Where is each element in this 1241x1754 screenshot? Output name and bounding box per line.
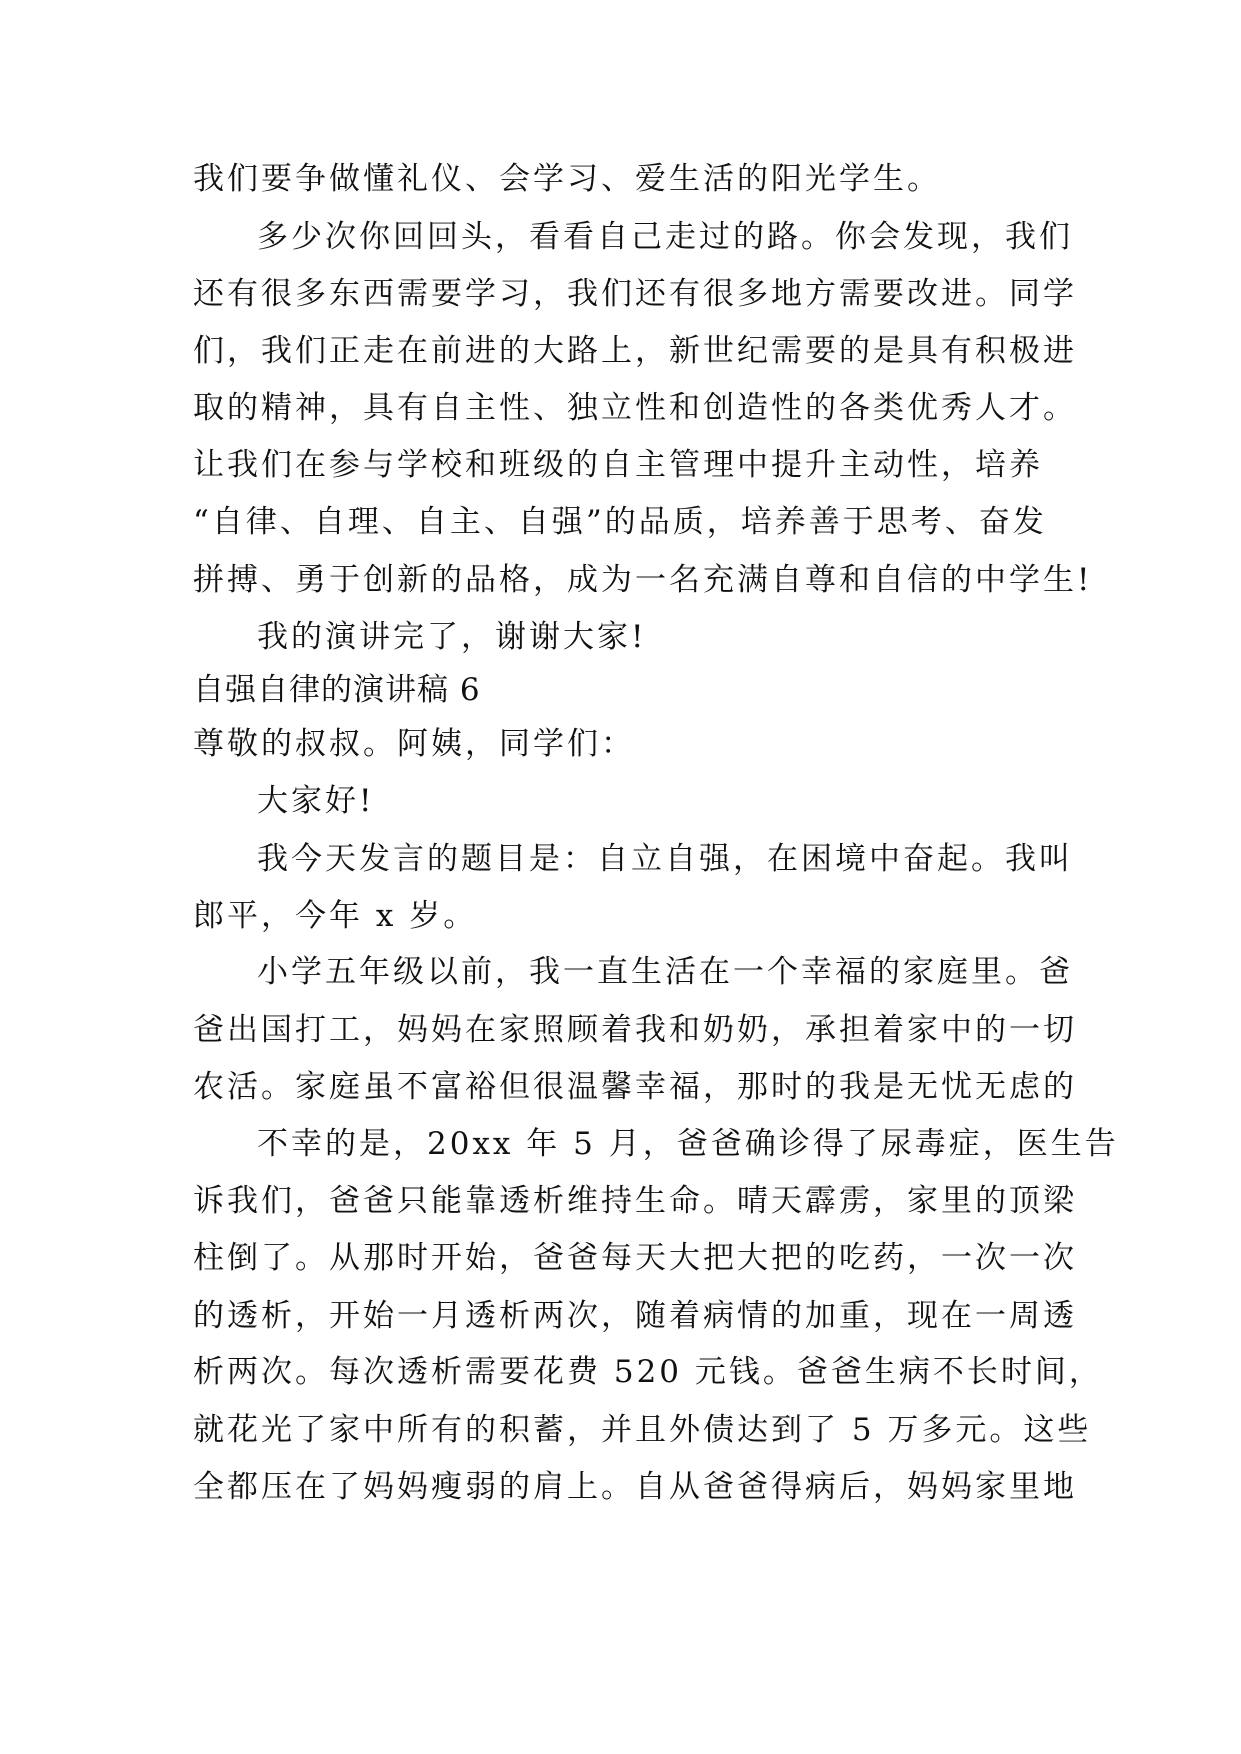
paragraph-first-line: 小学五年级以前，我一直生活在一个幸福的家庭里。爸	[257, 954, 1073, 990]
text-line: 们，我们正走在前进的大路上，新世纪需要的是具有积极进	[193, 333, 1077, 369]
greeting-line: 大家好!	[257, 783, 375, 819]
text-line: 全都压在了妈妈瘦弱的肩上。自从爸爸得病后，妈妈家里地	[193, 1469, 1077, 1505]
text-line: 还有很多东西需要学习，我们还有很多地方需要改进。同学	[193, 276, 1077, 312]
text-line: 析两次。每次透析需要花费 520 元钱。爸爸生病不长时间，	[193, 1354, 1103, 1390]
text-line: 让我们在参与学校和班级的自主管理中提升主动性，培养	[193, 447, 1043, 483]
text-line: 农活。家庭虽不富裕但很温馨幸福，那时的我是无忧无虑的	[193, 1069, 1077, 1105]
paragraph-first-line: 不幸的是，20xx 年 5 月，爸爸确诊得了尿毒症，医生告	[257, 1126, 1119, 1162]
text-line: 的透析，开始一月透析两次，随着病情的加重，现在一周透	[193, 1298, 1077, 1334]
text-line: 诉我们，爸爸只能靠透析维持生命。晴天霹雳，家里的顶梁	[193, 1183, 1077, 1219]
text-line: 取的精神，具有自主性、独立性和创造性的各类优秀人才。	[193, 390, 1077, 426]
text-line: 柱倒了。从那时开始，爸爸每天大把大把的吃药，一次一次	[193, 1240, 1077, 1276]
section-heading: 自强自律的演讲稿 6	[193, 672, 481, 708]
paragraph-first-line: 多少次你回回头，看看自己走过的路。你会发现，我们	[257, 219, 1073, 255]
paragraph-first-line: 我的演讲完了，谢谢大家!	[257, 619, 647, 655]
text-line: 郎平，今年 x 岁。	[193, 898, 478, 934]
text-line: 爸出国打工，妈妈在家照顾着我和奶奶，承担着家中的一切	[193, 1012, 1077, 1048]
text-line: 拼搏、勇于创新的品格，成为一名充满自尊和自信的中学生!	[193, 562, 1093, 598]
text-line: 我们要争做懂礼仪、会学习、爱生活的阳光学生。	[193, 161, 941, 197]
text-line: “自律、自理、自主、自强”的品质，培养善于思考、奋发	[193, 504, 1047, 540]
text-line: 就花光了家中所有的积蓄，并且外债达到了 5 万多元。这些	[193, 1412, 1092, 1448]
paragraph-first-line: 我今天发言的题目是：自立自强，在困境中奋起。我叫	[257, 841, 1073, 877]
salutation-line: 尊敬的叔叔。阿姨，同学们：	[193, 726, 635, 762]
